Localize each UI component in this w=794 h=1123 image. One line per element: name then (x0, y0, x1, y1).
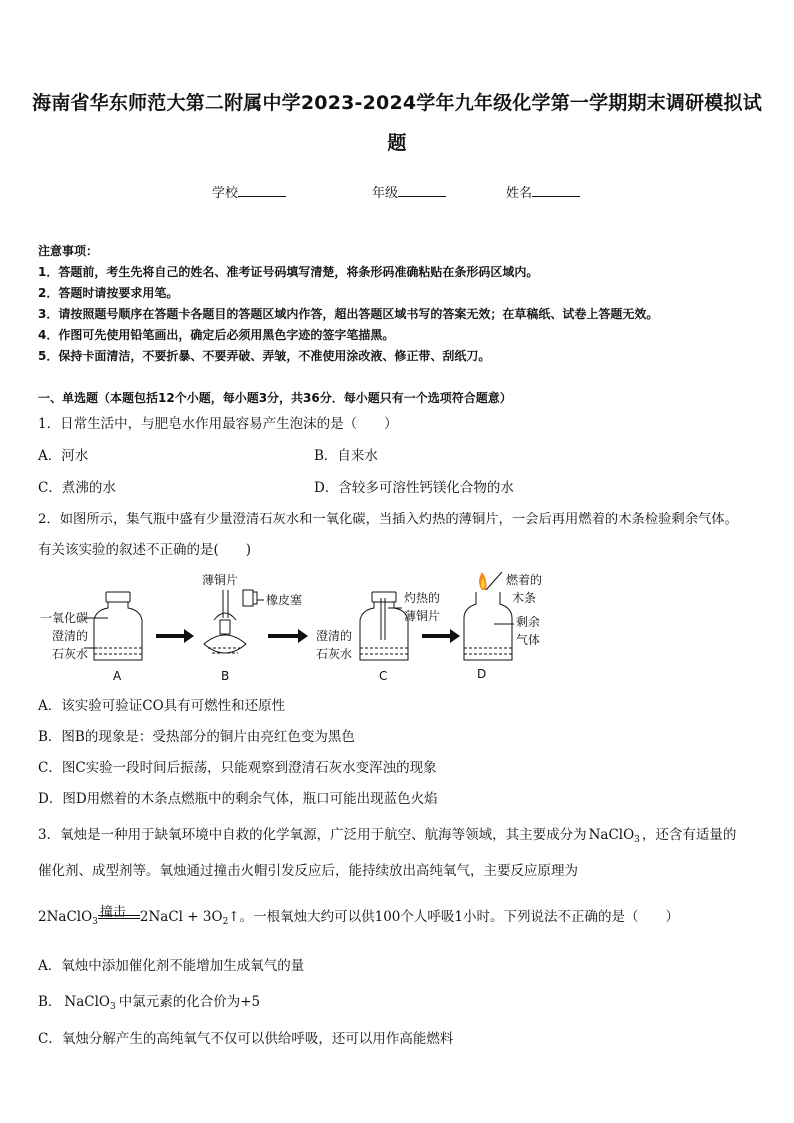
grade-blank (398, 184, 446, 197)
label-limewater-c: 石灰水 (316, 647, 353, 661)
label-remaining2: 气体 (516, 633, 541, 647)
letter-a: A (113, 669, 122, 683)
notice-item: 5．保持卡面清洁，不要折暴、不要弄破、弄皱，不准使用涂改液、修正带、刮纸刀。 (38, 349, 491, 363)
arrow-right-icon (422, 629, 460, 643)
name-field (506, 182, 580, 201)
experiment-figure (36, 568, 556, 686)
name-label: 姓名 (506, 186, 533, 201)
q2-option-d: D．图D用燃着的木条点燃瓶中的剩余气体，瓶口可能出现蓝色火焰 (38, 791, 438, 807)
label-limewater-a: 石灰水 (52, 647, 89, 661)
q3-stem-line2: 催化剂、成型剂等。氧烛通过撞击火帽引发反应后，能持续放出高纯氧气，主要反应原理为 (38, 863, 578, 879)
notice-item: 4．作图可先使用铅笔画出，确定后必须用黑色字迹的签字笔描黑。 (38, 328, 395, 342)
q3-stem-line1 (38, 826, 736, 849)
q3-option-b: B． NaClO$_3$ 中氯元素的化合价为+5 (38, 994, 261, 1012)
label-clear-a: 澄清的 (52, 629, 89, 643)
label-burning2: 木条 (512, 591, 537, 605)
label-co: 一氧化碳 (40, 611, 89, 625)
notice-item: 1．答题前，考生先将自己的姓名、准考证号码填写清楚，将条形码准确粘贴在条形码区域内。 (38, 265, 539, 279)
section-heading: 一、单选题（本题包括12个小题，每小题3分，共36分．每小题只有一个选项符合题意） (38, 391, 512, 405)
exam-title-line2: 题 (387, 132, 407, 154)
q2-stem-line1: 2．如图所示，集气瓶中盛有少量澄清石灰水和一氧化碳，当插入灼热的薄铜片，一会后再用燃着的木条检验剩余气体。 (38, 512, 738, 527)
burner-b (204, 590, 257, 653)
letter-c: C (379, 669, 388, 683)
school-label: 学校 (212, 186, 239, 201)
name-blank (532, 184, 580, 197)
label-burning1: 燃着的 (506, 573, 543, 587)
q1-option-d: D．含较多可溶性钙镁化合物的水 (314, 480, 514, 496)
q3-stem-pre: 3．氧烛是一种用于缺氧环境中自救的化学氧源，广泛用于航空、航海等领域，其主要成分为 (38, 827, 587, 843)
eq-left: 2NaClO$_3$ (38, 909, 98, 927)
bottle-d (464, 572, 512, 660)
eq-right: 2NaCl + $3O_2$ (139, 909, 229, 927)
notice-item: 3．请按照题号顺序在答题卡各题目的答题区域内作答，超出答题区域书写的答案无效；在草稿纸、试卷上答题无效。 (38, 307, 659, 321)
school-blank (238, 184, 286, 197)
q3-b-formula: NaClO$_3$ (64, 994, 116, 1012)
label-copper-sheet: 薄铜片 (202, 573, 239, 587)
notice-heading: 注意事项： (38, 244, 99, 258)
label-remaining1: 剩余 (516, 615, 541, 629)
grade-field (372, 182, 446, 201)
q3-option-a: A．氧烛中添加催化剂不能增加生成氧气的量 (38, 958, 305, 974)
exam-title-line1: 海南省华东师范大第二附属中学2023-2024学年九年级化学第一学期期末调研模拟试 (32, 92, 762, 114)
q2-option-b: B．图B的现象是：受热部分的铜片由亮红色变为黑色 (38, 729, 355, 745)
q3-option-c: C．氧烛分解产生的高纯氧气不仅可以供给呼吸，还可以用作高能燃料 (38, 1031, 454, 1047)
label-clear-c: 澄清的 (316, 629, 353, 643)
arrow-right-icon (156, 629, 194, 643)
q3-stem-tail: ↑。一根氧烛大约可以供100个人呼吸1小时。下列说法不正确的是（ ） (228, 909, 679, 925)
q1-stem: 1．日常生活中，与肥皂水作用最容易产生泡沫的是（ ） (38, 416, 398, 432)
label-hot-copper2: 薄铜片 (404, 609, 441, 623)
q1-option-a: A．河水 (38, 448, 89, 464)
notice-item: 2．答题时请按要求用笔。 (38, 286, 179, 300)
q3-equation-line: 2NaClO$_3$ 撞击 2NaCl + $3O_2↑$。一根氧烛大约可以供100个人呼吸1小时。下列说法不正确的是（ ） (38, 905, 679, 927)
q2-option-c: C．图C实验一段时间后振荡，只能观察到澄清石灰水变浑浊的现象 (38, 760, 437, 776)
label-stopper: 橡皮塞 (266, 593, 303, 607)
notice-block (38, 241, 658, 367)
school-field (212, 182, 286, 201)
q3-formula: NaClO$_3$ (588, 827, 640, 845)
q2-option-a: A．该实验可验证CO具有可燃性和还原性 (38, 698, 286, 714)
letter-b: B (221, 669, 230, 683)
q2-stem-line2: 有关该实验的叙述不正确的是( ) (38, 542, 252, 558)
grade-label: 年级 (372, 186, 399, 201)
label-hot-copper1: 灼热的 (404, 591, 441, 605)
letter-d: D (477, 667, 487, 681)
q1-option-b: B．自来水 (314, 448, 378, 464)
q1-option-c: C．煮沸的水 (38, 480, 116, 496)
bottle-a (94, 592, 142, 660)
q3-stem-post: ，还含有适量的 (641, 827, 737, 843)
bottle-c (360, 592, 408, 660)
arrow-right-icon (268, 629, 308, 643)
